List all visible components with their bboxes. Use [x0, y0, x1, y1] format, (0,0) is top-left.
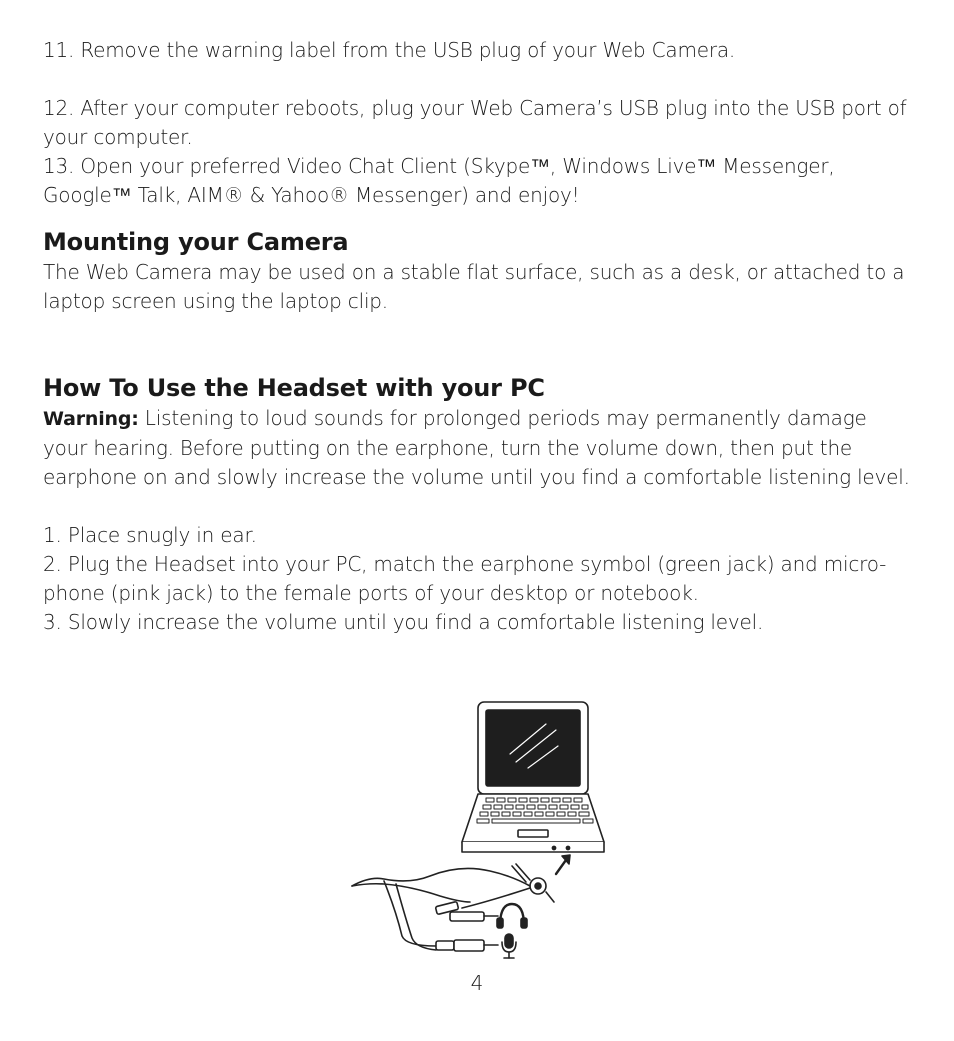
microphone-icon [502, 934, 516, 958]
document-body [43, 36, 913, 637]
headphones-icon [497, 904, 527, 928]
headset-illustration [352, 864, 554, 951]
step-12: 12. After your computer reboots, plug your Web Camera’s USB plug into the USB port of your computer. [43, 96, 907, 149]
headset-step-2: 2. Plug the Headset into your PC, match the earphone symbol (green jack) and micro-phone (pink jack) to the female ports of your desktop or notebook. [43, 552, 887, 605]
mounting-heading: Mounting your Camera [43, 228, 349, 256]
laptop-headset-figure [340, 696, 620, 966]
warning-label: Warning: [43, 408, 139, 430]
warning-paragraph [43, 404, 913, 492]
laptop-illustration [462, 702, 604, 852]
arrow-icon [556, 855, 570, 874]
warning-text: Listening to loud sounds for prolonged periods may permanently damage your hearing. Before putting on the earphone, turn the volume down, then put the earphone on and slowly increase the volume until you find a comfortable listening level. [43, 406, 910, 489]
step-13: 13. Open your preferred Video Chat Client (Skype™, Windows Live™ Messenger, Google™ Talk, AIM® & Yahoo® Messenger) and enjoy! [43, 154, 835, 207]
headset-step-1: 1. Place snugly in ear. [43, 523, 257, 547]
step-11: 11. Remove the warning label from the USB plug of your Web Camera. [43, 38, 736, 62]
mounting-body: The Web Camera may be used on a stable flat surface, such as a desk, or attached to a laptop screen using the laptop clip. [43, 260, 905, 313]
page-number: 4 [470, 971, 484, 995]
headset-step-3: 3. Slowly increase the volume until you find a comfortable listening level. [43, 610, 764, 634]
headset-heading: How To Use the Headset with your PC [43, 374, 545, 402]
